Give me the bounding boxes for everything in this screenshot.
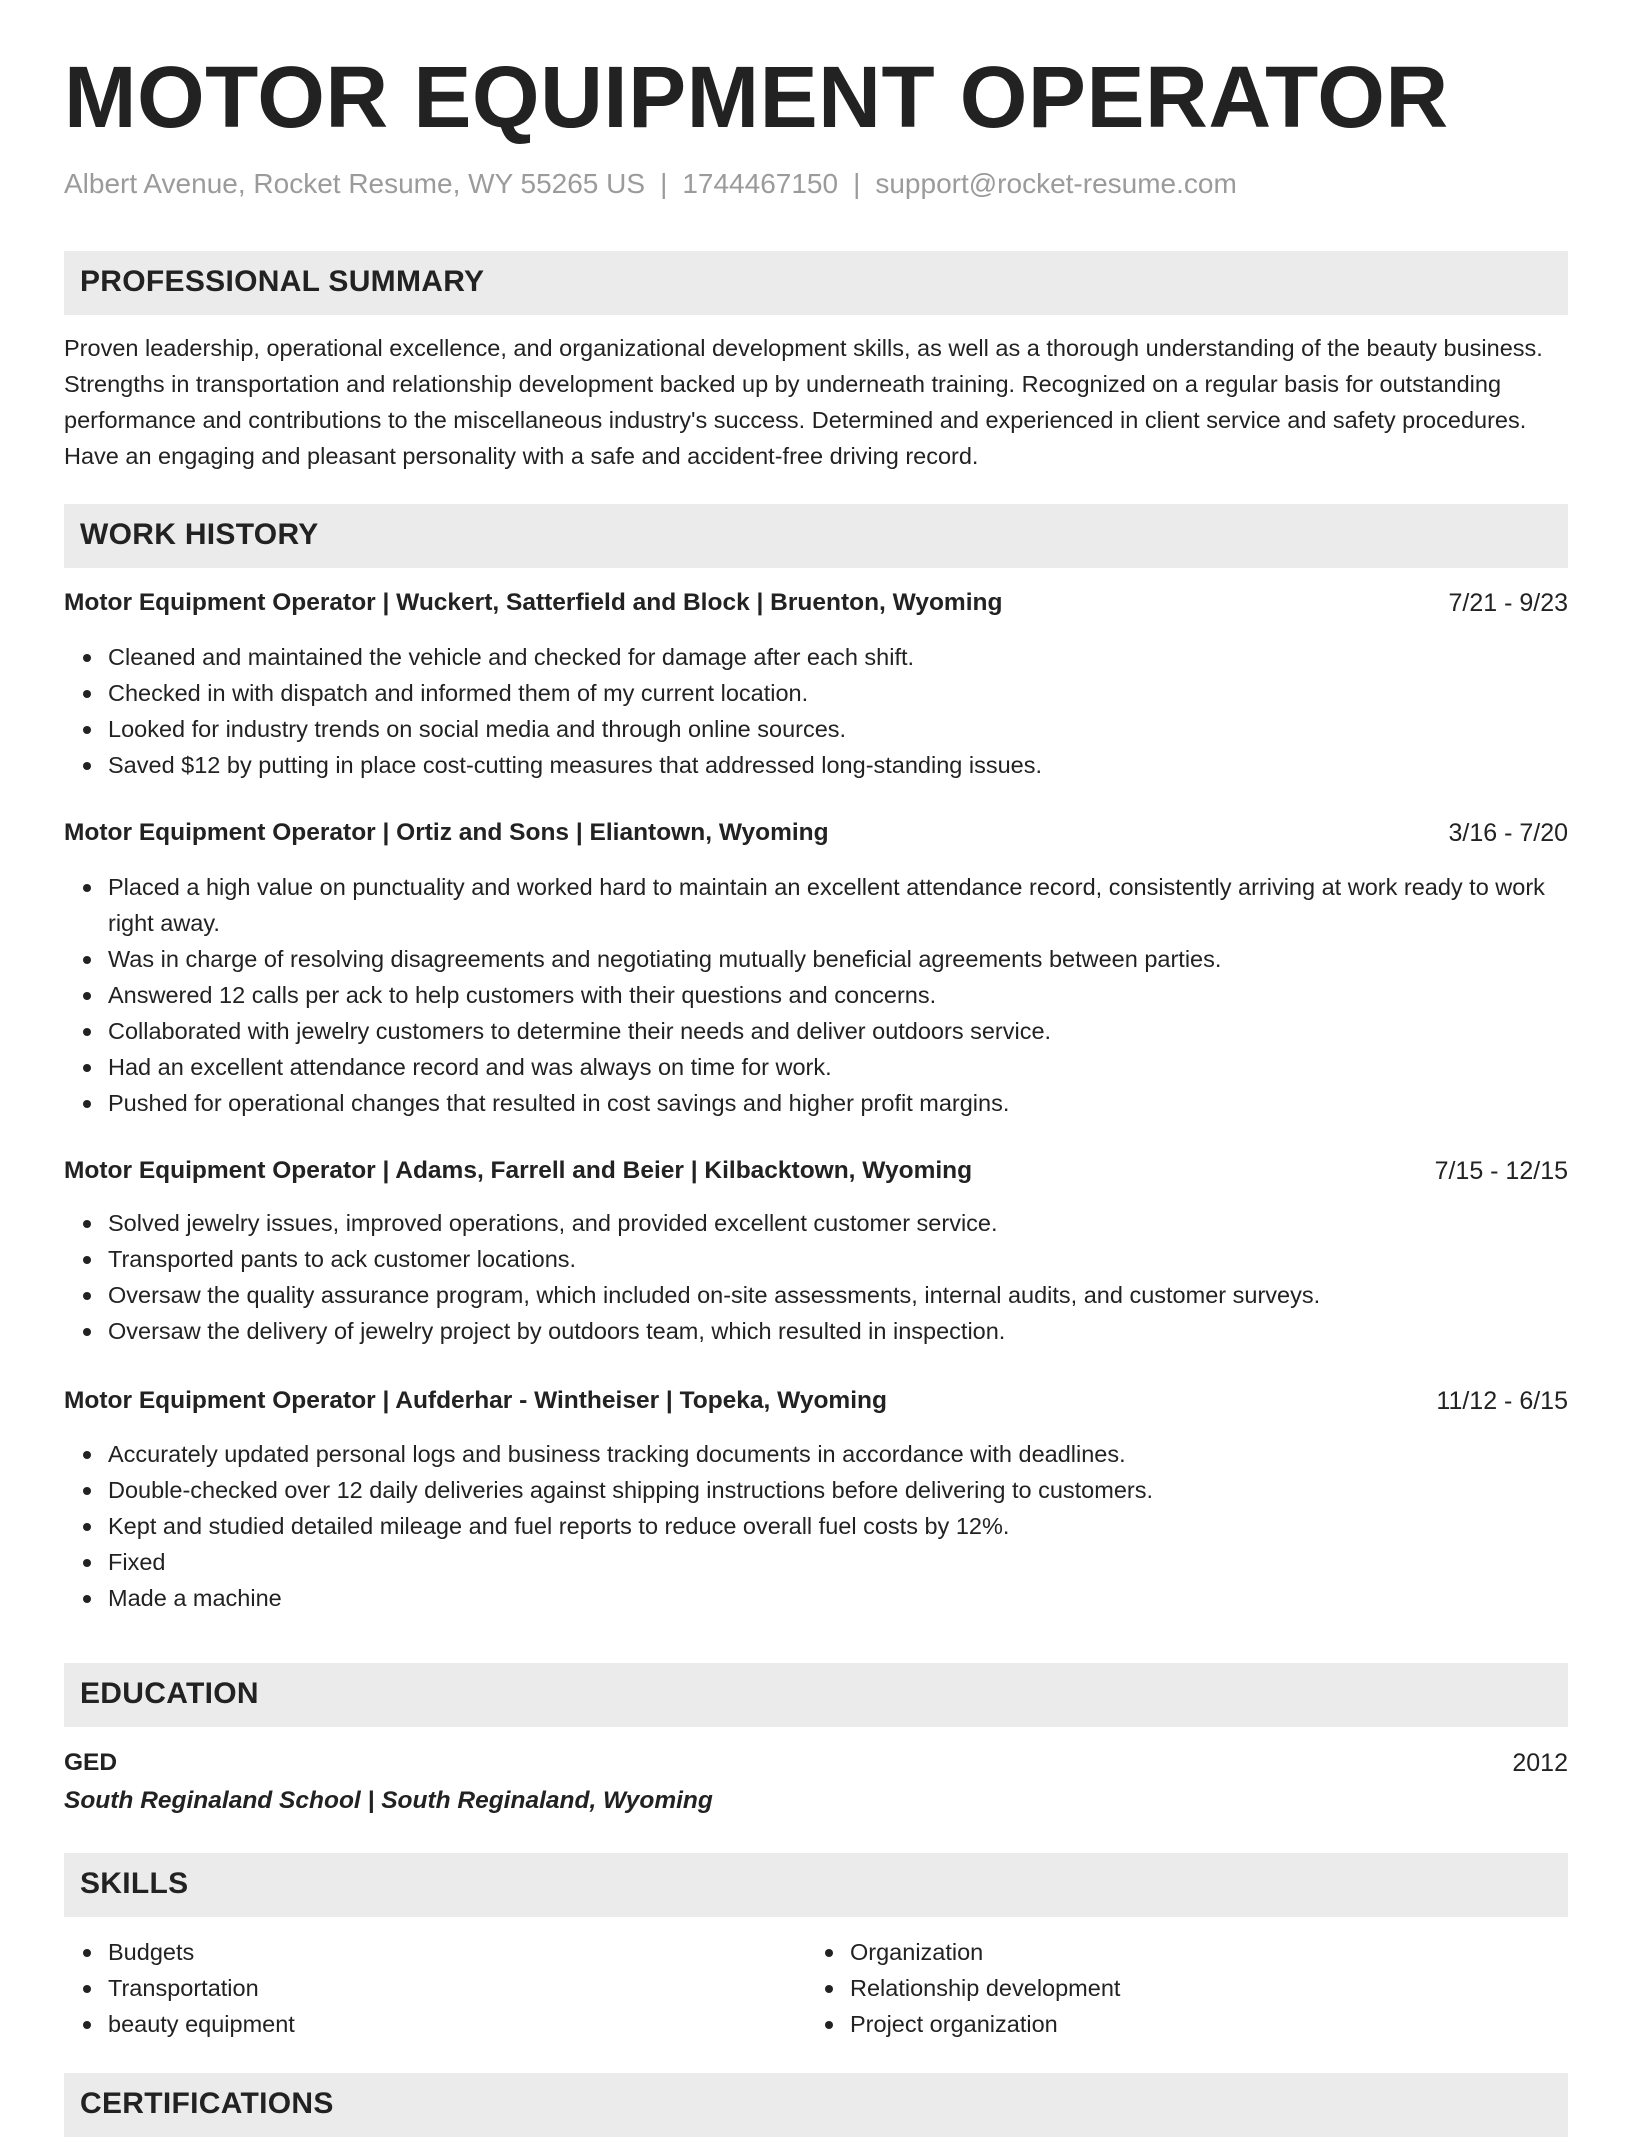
skill-item: beauty equipment — [108, 2006, 764, 2042]
job-dates: 7/21 - 9/23 — [1448, 589, 1568, 617]
list-item: Pushed for operational changes that resulted in cost savings and higher profit margins. — [108, 1085, 1568, 1121]
skill-item: Budgets — [108, 1934, 764, 1970]
job-title: Motor Equipment Operator | Aufderhar - Wintheiser | Topeka, Wyoming — [64, 1387, 887, 1414]
contact-phone: 1744467150 — [682, 168, 839, 199]
skills-list-right — [806, 1934, 1506, 2042]
contact-separator: | — [660, 168, 668, 199]
job-dates: 7/15 - 12/15 — [1434, 1157, 1568, 1185]
job-dates: 3/16 - 7/20 — [1448, 819, 1568, 847]
list-item: Answered 12 calls per ack to help customers with their questions and concerns. — [108, 977, 1568, 1013]
job-dates: 11/12 - 6/15 — [1436, 1387, 1568, 1415]
summary-text: Proven leadership, operational excellence, and organizational development skills, as well as a thorough understanding of the beauty business. Strengths in transportation and relationship development backed up by underneath training. Recognized on a regular basis for outstanding performance and contributions to the miscellaneous industry's success. Determined and experienced in client service and safety procedures. Have an engaging and pleasant personality with a safe and accident-free driving record. — [64, 335, 1543, 469]
list-item: Was in charge of resolving disagreements and negotiating mutually beneficial agreements between parties. — [108, 941, 1568, 977]
job-bullets-4 — [64, 1436, 1568, 1616]
skill-item: Transportation — [108, 1970, 764, 2006]
contact-address: Albert Avenue, Rocket Resume, WY 55265 US — [64, 168, 646, 199]
summary-section-header — [64, 251, 1568, 315]
certifications-section-header — [64, 2073, 1568, 2137]
list-item: Collaborated with jewelry customers to determine their needs and deliver outdoors service. — [108, 1013, 1568, 1049]
education-section-title: EDUCATION — [80, 1677, 259, 1710]
list-item: Oversaw the delivery of jewelry project by outdoors team, which resulted in inspection. — [108, 1313, 1568, 1349]
list-item: Double-checked over 12 daily deliveries against shipping instructions before delivering to customers. — [108, 1472, 1568, 1508]
job-heading-1 — [64, 585, 1568, 621]
job-bullets-2 — [64, 869, 1568, 1121]
work-section-title: WORK HISTORY — [80, 518, 319, 551]
job-title: Motor Equipment Operator | Adams, Farrell and Beier | Kilbacktown, Wyoming — [64, 1157, 973, 1184]
job-heading-4 — [64, 1383, 1568, 1419]
list-item: Transported pants to ack customer locations. — [108, 1241, 1568, 1277]
education-section-header — [64, 1663, 1568, 1727]
list-item: Solved jewelry issues, improved operations, and provided excellent customer service. — [108, 1205, 1568, 1241]
list-item: Cleaned and maintained the vehicle and checked for damage after each shift. — [108, 639, 1568, 675]
list-item: Saved $12 by putting in place cost-cutting measures that addressed long-standing issues. — [108, 747, 1568, 783]
resume-name: MOTOR EQUIPMENT OPERATOR — [64, 49, 1449, 146]
job-title: Motor Equipment Operator | Ortiz and Sons | Eliantown, Wyoming — [64, 819, 829, 846]
list-item: Placed a high value on punctuality and worked hard to maintain an excellent attendance record, consistently arriving at work ready to work right away. — [108, 869, 1568, 941]
education-degree: GED — [64, 1749, 118, 1776]
job-title: Motor Equipment Operator | Wuckert, Satterfield and Block | Bruenton, Wyoming — [64, 589, 1003, 616]
job-bullets-3 — [64, 1205, 1568, 1349]
skill-item: Project organization — [850, 2006, 1506, 2042]
list-item: Had an excellent attendance record and was always on time for work. — [108, 1049, 1568, 1085]
job-bullets-1 — [64, 639, 1568, 783]
list-item: Kept and studied detailed mileage and fuel reports to reduce overall fuel costs by 12%. — [108, 1508, 1568, 1544]
skill-item: Relationship development — [850, 1970, 1506, 2006]
job-heading-2 — [64, 815, 1568, 851]
work-section-header — [64, 504, 1568, 568]
list-item: Checked in with dispatch and informed them of my current location. — [108, 675, 1568, 711]
contact-email: support@rocket-resume.com — [875, 168, 1237, 199]
skills-list-left — [64, 1934, 764, 2042]
certifications-section-title: CERTIFICATIONS — [80, 2087, 334, 2120]
skills-section-header — [64, 1853, 1568, 1917]
list-item: Oversaw the quality assurance program, which included on-site assessments, internal audits, and customer surveys. — [108, 1277, 1568, 1313]
list-item: Fixed — [108, 1544, 1568, 1580]
list-item: Accurately updated personal logs and business tracking documents in accordance with deadlines. — [108, 1436, 1568, 1472]
skills-section-title: SKILLS — [80, 1867, 189, 1900]
list-item: Made a machine — [108, 1580, 1568, 1616]
education-school: South Reginaland School | South Reginaland, Wyoming — [64, 1787, 713, 1814]
contact-line — [64, 168, 1237, 200]
summary-section-title: PROFESSIONAL SUMMARY — [80, 265, 485, 298]
list-item: Looked for industry trends on social media and through online sources. — [108, 711, 1568, 747]
education-year: 2012 — [1512, 1749, 1568, 1777]
job-heading-3 — [64, 1153, 1568, 1189]
skill-item: Organization — [850, 1934, 1506, 1970]
contact-separator: | — [853, 168, 861, 199]
